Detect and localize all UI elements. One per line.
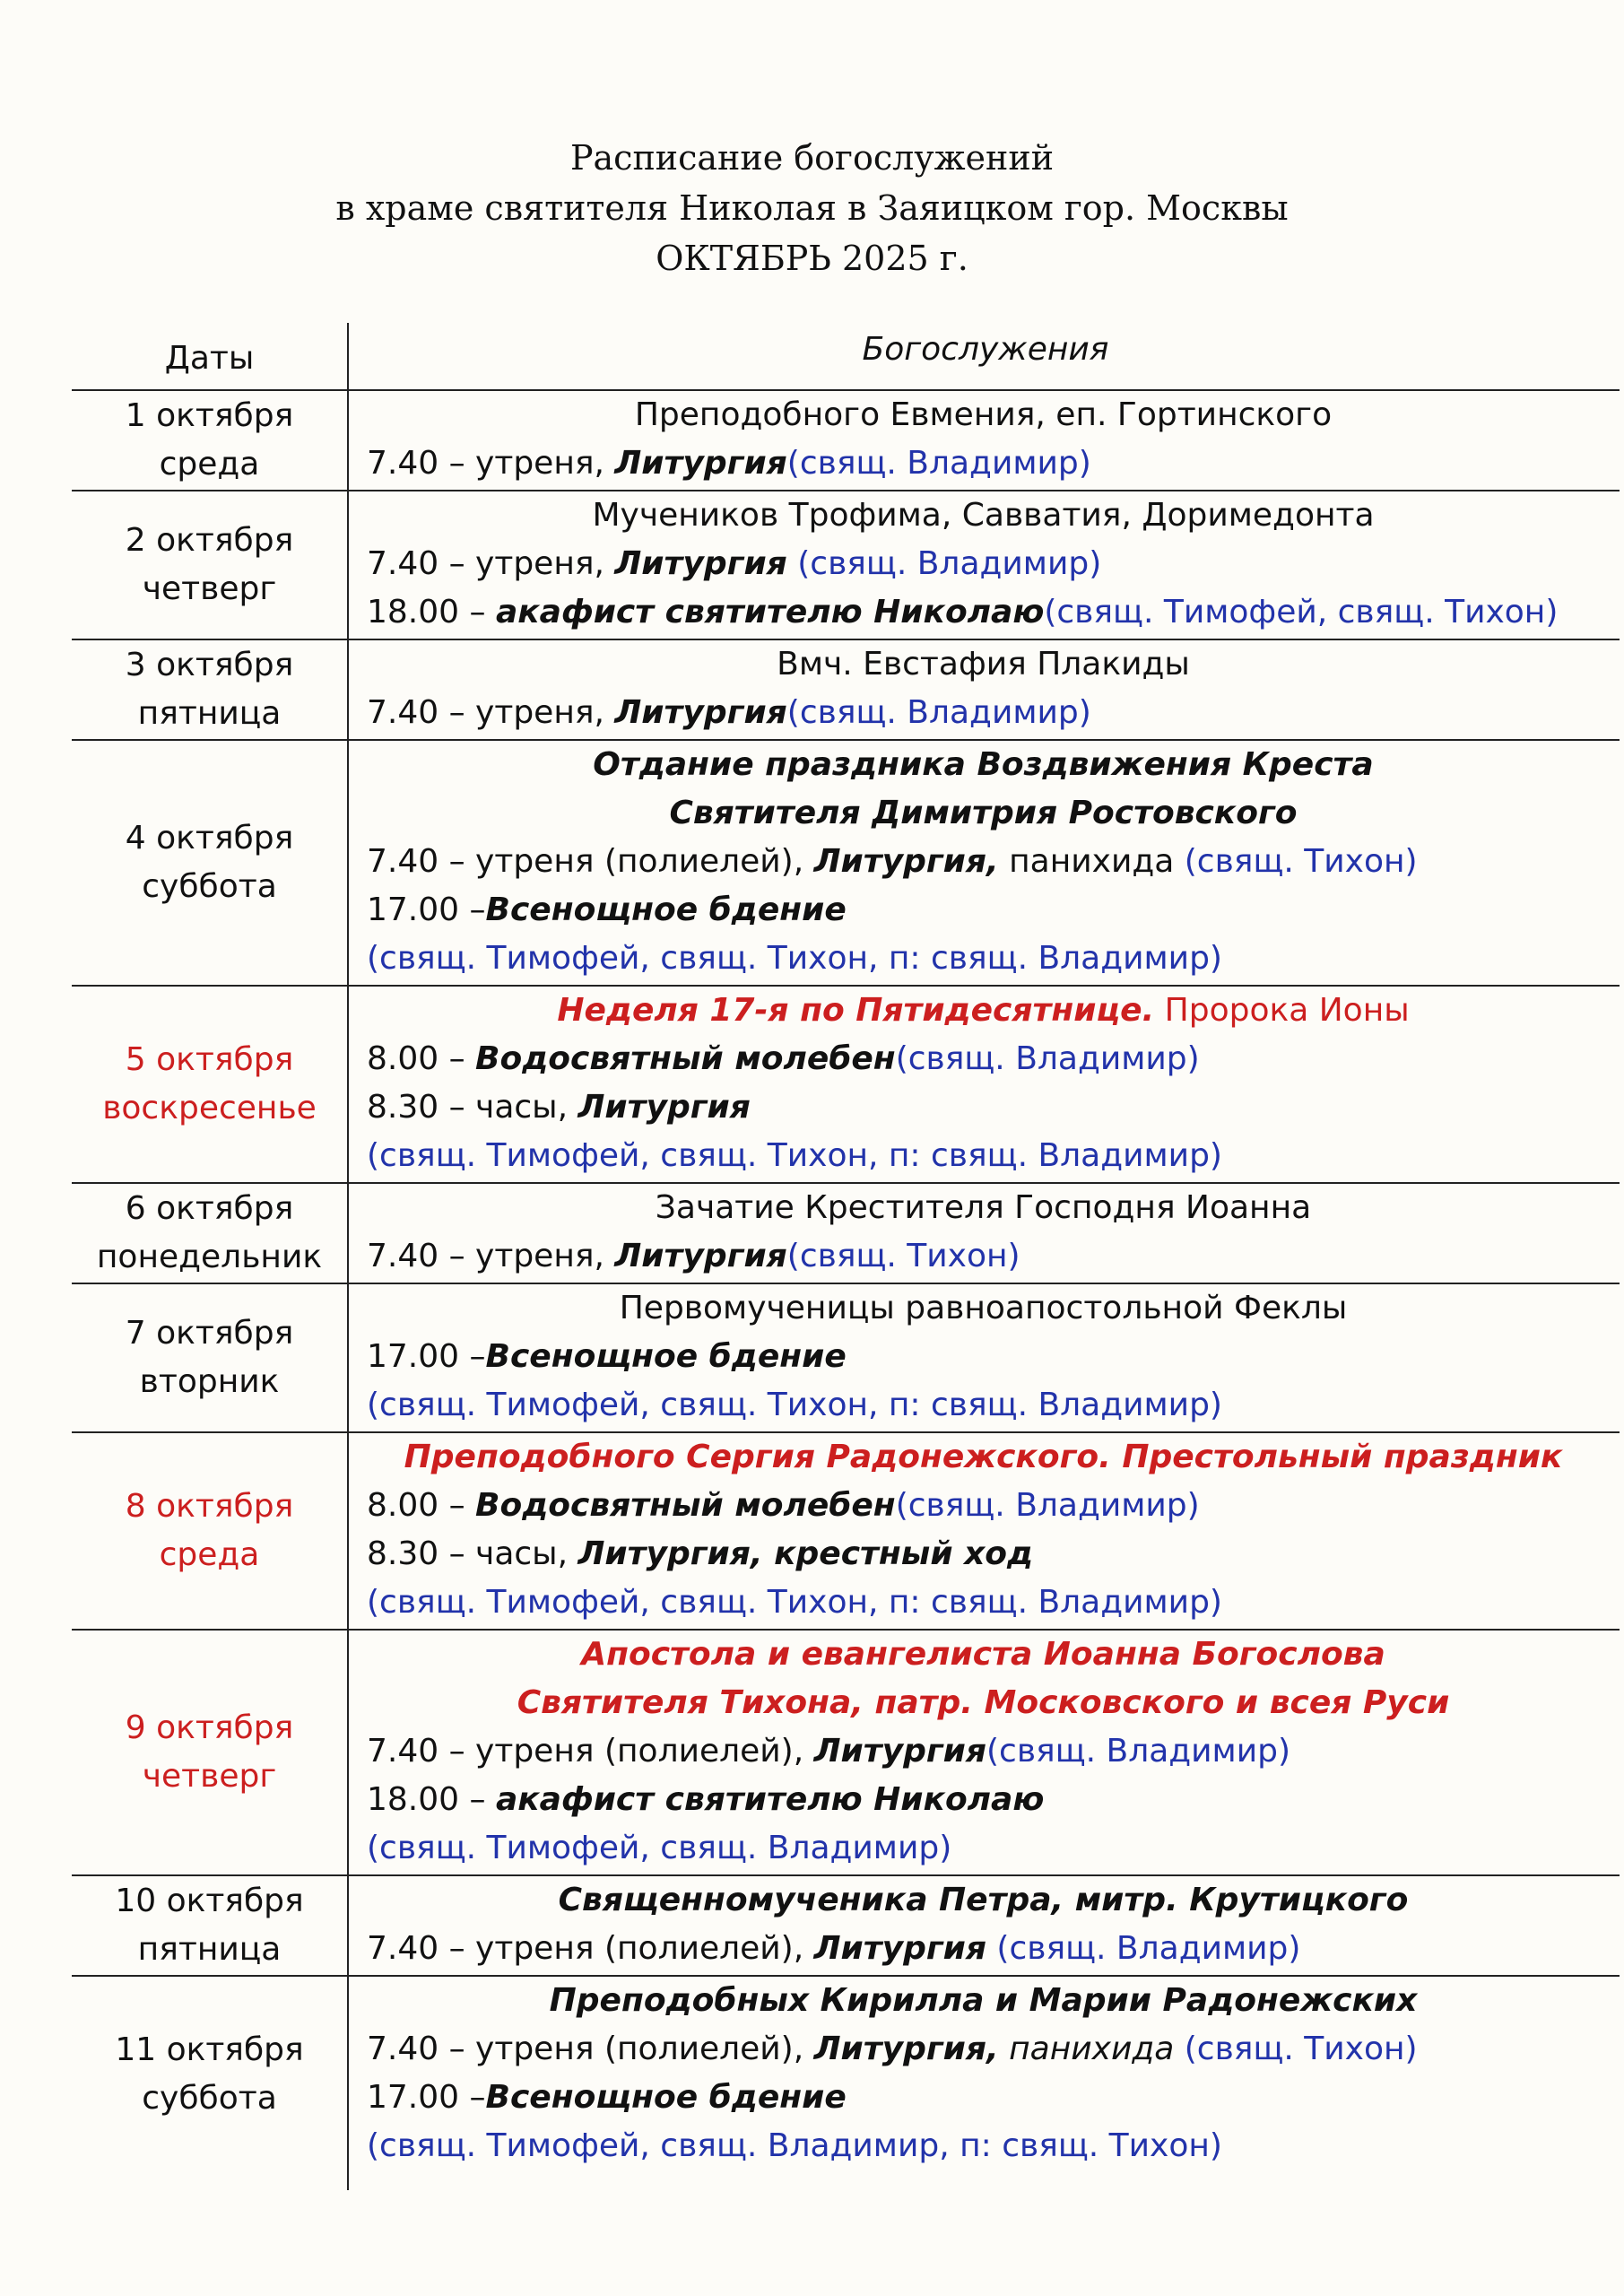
date-label: 7 октября — [125, 1315, 294, 1352]
weekday-label: среда — [159, 1536, 260, 1573]
service-name: Литургия — [614, 545, 787, 582]
service-line — [347, 1925, 1620, 1973]
clergy-text: (свящ. Тихон) — [786, 1238, 1020, 1274]
clergy-line: (свящ. Тимофей, свящ. Тихон, п: свящ. Владимир) — [367, 1137, 1222, 1174]
date-cell — [72, 741, 347, 985]
date-cell — [72, 1631, 347, 1874]
table-row — [72, 1629, 1620, 1874]
date-cell — [72, 640, 347, 739]
feast-title: Мучеников Трофима, Савватия, Доримедонта — [592, 497, 1375, 534]
clergy-text: (свящ. Владимир) — [786, 445, 1091, 482]
date-cell — [72, 1876, 347, 1975]
service-time: 7.40 – — [367, 2031, 476, 2067]
table-row — [72, 1283, 1620, 1431]
weekday-label: суббота — [142, 2080, 277, 2117]
service-cell — [347, 640, 1620, 739]
table-row — [72, 739, 1620, 985]
service-plain: утреня, — [475, 694, 615, 731]
date-cell — [72, 391, 347, 490]
feast-title: Святителя Тихона, патр. Московского и всея Руси — [517, 1684, 1450, 1721]
date-label: 3 октября — [125, 647, 294, 683]
service-plain: утреня (полиелей), — [475, 2031, 814, 2067]
clergy-line: (свящ. Тимофей, свящ. Тихон, п: свящ. Владимир) — [367, 1584, 1222, 1621]
service-time: 7.40 – — [367, 545, 476, 582]
service-name: Водосвятный молебен — [475, 1487, 896, 1524]
clergy-line: (свящ. Тимофей, свящ. Владимир, п: свящ. Тихон) — [367, 2127, 1222, 2164]
service-line — [347, 689, 1620, 737]
service-name: Литургия, крестный ход — [578, 1535, 1034, 1572]
service-name: Водосвятный молебен — [475, 1040, 896, 1077]
schedule-table — [72, 389, 1620, 2172]
clergy-text: (свящ. Владимир) — [786, 694, 1091, 731]
column-header-dates: Даты — [164, 340, 255, 377]
service-plain: утреня, — [475, 545, 615, 582]
feast-title: Преподобных Кирилла и Марии Радонежских — [549, 1982, 1418, 2019]
date-label: 11 октября — [115, 2031, 304, 2068]
service-line — [347, 540, 1620, 588]
clergy-text: (свящ. Тихон) — [1184, 843, 1418, 880]
service-name: Литургия — [813, 1733, 986, 1770]
service-name: Литургия — [614, 1238, 787, 1274]
service-name: Литургия, — [813, 843, 999, 880]
weekday-label: понедельник — [96, 1239, 323, 1275]
service-time: 7.40 – — [367, 694, 476, 731]
feast-bold: Неделя 17-я по Пятидесятнице. — [557, 992, 1155, 1029]
service-plain: утреня, — [475, 445, 615, 482]
date-cell — [72, 1433, 347, 1629]
service-time: 17.00 – — [367, 1338, 486, 1375]
service-line — [347, 439, 1620, 488]
service-time: 18.00 – — [367, 1781, 496, 1818]
service-name: акафист святителю Николаю — [495, 1781, 1045, 1818]
service-plain: утреня, — [475, 1238, 615, 1274]
service-name: Литургия — [578, 1089, 751, 1126]
service-name: Литургия, — [813, 2031, 999, 2067]
service-cell — [347, 987, 1620, 1182]
service-time: 7.40 – — [367, 1238, 476, 1274]
clergy-text: (свящ. Владимир) — [895, 1040, 1200, 1077]
feast-title: Вмч. Евстафия Плакиды — [777, 646, 1190, 683]
service-time: 8.30 – — [367, 1535, 476, 1572]
service-cell — [347, 1876, 1620, 1975]
service-line — [347, 1727, 1620, 1776]
service-line — [347, 588, 1620, 637]
table-row — [72, 1431, 1620, 1629]
service-line — [347, 2074, 1620, 2122]
column-header-services: Богослужения — [862, 331, 1109, 368]
service-cell — [347, 1977, 1620, 2172]
clergy-text: (свящ. Тимофей, свящ. Тихон) — [1044, 594, 1559, 631]
service-time: 17.00 – — [367, 2079, 486, 2116]
date-cell — [72, 1977, 347, 2172]
service-time: 8.00 – — [367, 1040, 476, 1077]
service-line — [347, 1776, 1620, 1824]
clergy-text: (свящ. Владимир) — [895, 1487, 1200, 1524]
date-label: 2 октября — [125, 522, 294, 559]
document-title — [0, 133, 1624, 283]
service-line — [347, 1035, 1620, 1083]
service-line — [347, 1232, 1620, 1281]
date-cell — [72, 987, 347, 1182]
feast-title: Священномученика Петра, митр. Крутицкого — [558, 1882, 1409, 1918]
clergy-line: (свящ. Тимофей, свящ. Владимир) — [367, 1830, 952, 1866]
date-label: 9 октября — [125, 1709, 294, 1746]
service-cell — [347, 491, 1620, 639]
weekday-label: суббота — [142, 868, 277, 905]
clergy-line: (свящ. Тимофей, свящ. Тихон, п: свящ. Владимир) — [367, 940, 1222, 977]
service-time: 8.00 – — [367, 1487, 476, 1524]
date-label: 6 октября — [125, 1190, 294, 1227]
service-cell — [347, 1284, 1620, 1431]
title-line-1: Расписание богослужений — [569, 138, 1055, 178]
table-row — [72, 985, 1620, 1182]
service-plain: утреня (полиелей), — [475, 843, 814, 880]
title-line-2: в храме святителя Николая в Заяицком гор. Москвы — [335, 188, 1289, 228]
feast-title: Первомученицы равноапостольной Феклы — [619, 1290, 1348, 1326]
date-label: 1 октября — [125, 397, 294, 434]
title-line-3: ОКТЯБРЬ 2025 г. — [656, 239, 968, 278]
service-time: 7.40 – — [367, 843, 476, 880]
weekday-label: пятница — [137, 695, 282, 732]
feast-title: Святителя Димитрия Ростовского — [669, 795, 1298, 831]
service-time: 7.40 – — [367, 1930, 476, 1967]
weekday-label: воскресенье — [102, 1090, 317, 1126]
clergy-text: (свящ. Тихон) — [1184, 2031, 1418, 2067]
table-row — [72, 490, 1620, 639]
service-time: 8.30 – — [367, 1089, 476, 1126]
service-line — [347, 838, 1620, 886]
feast-title: Преподобного Сергия Радонежского. Престольный праздник — [404, 1439, 1563, 1475]
service-cell — [347, 1433, 1620, 1629]
service-time: 7.40 – — [367, 445, 476, 482]
feast-plain: Пророка Ионы — [1154, 992, 1410, 1029]
service-name: Литургия — [614, 694, 787, 731]
service-name: Всенощное бдение — [485, 891, 847, 928]
service-time: 7.40 – — [367, 1733, 476, 1770]
service-plain: утреня (полиелей), — [475, 1930, 814, 1967]
service-plain: панихида — [998, 843, 1185, 880]
table-row — [72, 1182, 1620, 1283]
feast-title: Отдание праздника Воздвижения Креста — [593, 746, 1374, 783]
feast-title: Зачатие Крестителя Господня Иоанна — [655, 1189, 1312, 1226]
weekday-label: четверг — [142, 1758, 277, 1795]
service-italic: панихида — [998, 2031, 1185, 2067]
table-row — [72, 1874, 1620, 1975]
service-name: Всенощное бдение — [485, 1338, 847, 1375]
service-line — [347, 2025, 1620, 2074]
service-time: 18.00 – — [367, 594, 496, 631]
date-cell — [72, 491, 347, 639]
clergy-text: (свящ. Владимир) — [786, 545, 1102, 582]
service-name: акафист святителю Николаю — [495, 594, 1045, 631]
date-cell — [72, 1284, 347, 1431]
table-row — [72, 639, 1620, 739]
service-line — [347, 1530, 1620, 1578]
table-row — [72, 1975, 1620, 2172]
table-row — [72, 389, 1620, 490]
weekday-label: четверг — [142, 570, 277, 607]
service-plain: часы, — [475, 1089, 578, 1126]
service-plain: часы, — [475, 1535, 578, 1572]
service-cell — [347, 391, 1620, 490]
weekday-label: среда — [159, 446, 260, 483]
clergy-text: (свящ. Владимир) — [986, 1733, 1290, 1770]
service-name: Всенощное бдение — [485, 2079, 847, 2116]
weekday-label: вторник — [139, 1363, 280, 1400]
weekday-label: пятница — [137, 1931, 282, 1968]
service-cell — [347, 1631, 1620, 1874]
date-label: 4 октября — [125, 820, 294, 857]
clergy-text: (свящ. Владимир) — [986, 1930, 1301, 1967]
service-name: Литургия — [614, 445, 787, 482]
date-label: 8 октября — [125, 1488, 294, 1525]
service-time: 17.00 – — [367, 891, 486, 928]
clergy-line: (свящ. Тимофей, свящ. Тихон, п: свящ. Владимир) — [367, 1387, 1222, 1423]
date-label: 10 октября — [115, 1883, 304, 1919]
feast-title: Апостола и евангелиста Иоанна Богослова — [581, 1636, 1385, 1673]
service-line — [347, 1482, 1620, 1530]
feast-title — [347, 987, 1620, 1035]
date-cell — [72, 1184, 347, 1283]
service-line — [347, 1333, 1620, 1381]
service-cell — [347, 1184, 1620, 1283]
service-line — [347, 886, 1620, 935]
service-name: Литургия — [813, 1930, 986, 1967]
service-cell — [347, 741, 1620, 985]
feast-title: Преподобного Евмения, еп. Гортинского — [634, 396, 1333, 433]
service-plain: утреня (полиелей), — [475, 1733, 814, 1770]
service-line — [347, 1083, 1620, 1132]
date-label: 5 октября — [125, 1041, 294, 1078]
